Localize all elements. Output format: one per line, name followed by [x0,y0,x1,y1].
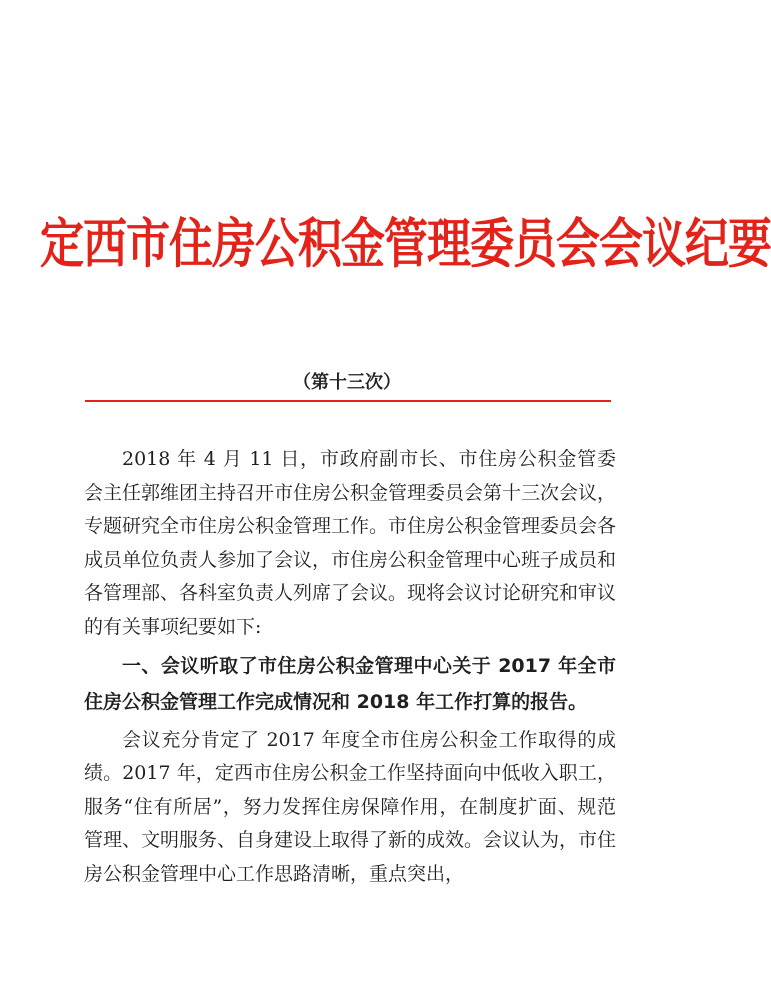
document-body [84,443,616,892]
section-heading-1: 一、会议听取了市住房公积金管理中心关于 2017 年全市住房公积金管理工作完成情况和 2018 年工作打算的报告。 [84,654,616,713]
document-session-number: （第十三次） [293,372,401,393]
section-1-paragraph: 会议充分肯定了 2017 年度全市住房公积金工作取得的成绩。2017 年，定西市住房公积金工作坚持面向中低收入职工，服务“住有所居”，努力发挥住房保障作用，在制度扩面、规范管理、文明服务、自身建设上取得了新的成效。会议认为，市住房公积金管理中心工作思路清晰，重点突出， [84,728,617,885]
red-divider-line [85,400,611,402]
document-title: 定西市住房公积金管理委员会会议纪要 [40,213,771,276]
intro-paragraph: 2018 年 4 月 11 日，市政府副市长、市住房公积金管委会主任郭维团主持召开市住房公积金管理委员会第十三次会议，专题研究全市住房公积金管理工作。市住房公积金管理委员会各成员单位负责人参加了会议，市住房公积金管理中心班子成员和各管理部、各科室负责人列席了会议。现将会议讨论研究和审议的有关事项纪要如下: [84,448,617,638]
